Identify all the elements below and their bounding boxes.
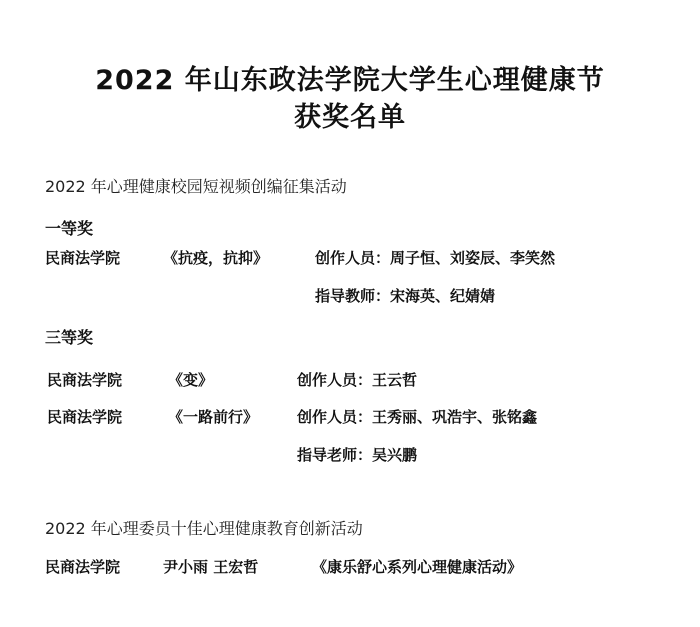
third-prize-row2-advisor: 指导老师：吴兴鹏 bbox=[297, 446, 418, 464]
first-prize-advisor: 指导教师：宋海英、纪婧婧 bbox=[315, 287, 496, 305]
first-prize-creators: 创作人员：周子恒、刘姿辰、李笑然 bbox=[315, 249, 556, 267]
first-prize-work: 《抗疫，抗抑》 bbox=[163, 249, 269, 267]
third-prize-label: 三等奖 bbox=[45, 328, 94, 347]
page-title-line1: 2022 年山东政法学院大学生心理健康节 bbox=[95, 65, 605, 96]
third-prize-row2-creators: 创作人员：王秀丽、巩浩宇、张铭鑫 bbox=[297, 408, 538, 426]
third-prize-row1-work: 《变》 bbox=[168, 371, 214, 389]
section2-work: 《康乐舒心系列心理健康活动》 bbox=[312, 558, 523, 576]
third-prize-row1-college: 民商法学院 bbox=[47, 371, 123, 389]
section2-college: 民商法学院 bbox=[45, 558, 121, 576]
section1-heading: 2022 年心理健康校园短视频创编征集活动 bbox=[45, 177, 347, 196]
section2-people: 尹小雨 王宏哲 bbox=[163, 558, 259, 576]
third-prize-row1-creators: 创作人员：王云哲 bbox=[297, 371, 418, 389]
third-prize-row2-work: 《一路前行》 bbox=[168, 408, 259, 426]
page-title-line2: 获奖名单 bbox=[294, 102, 406, 133]
first-prize-college: 民商法学院 bbox=[45, 249, 121, 267]
first-prize-label: 一等奖 bbox=[45, 219, 94, 238]
third-prize-row2-college: 民商法学院 bbox=[47, 408, 123, 426]
section2-heading: 2022 年心理委员十佳心理健康教育创新活动 bbox=[45, 519, 363, 538]
